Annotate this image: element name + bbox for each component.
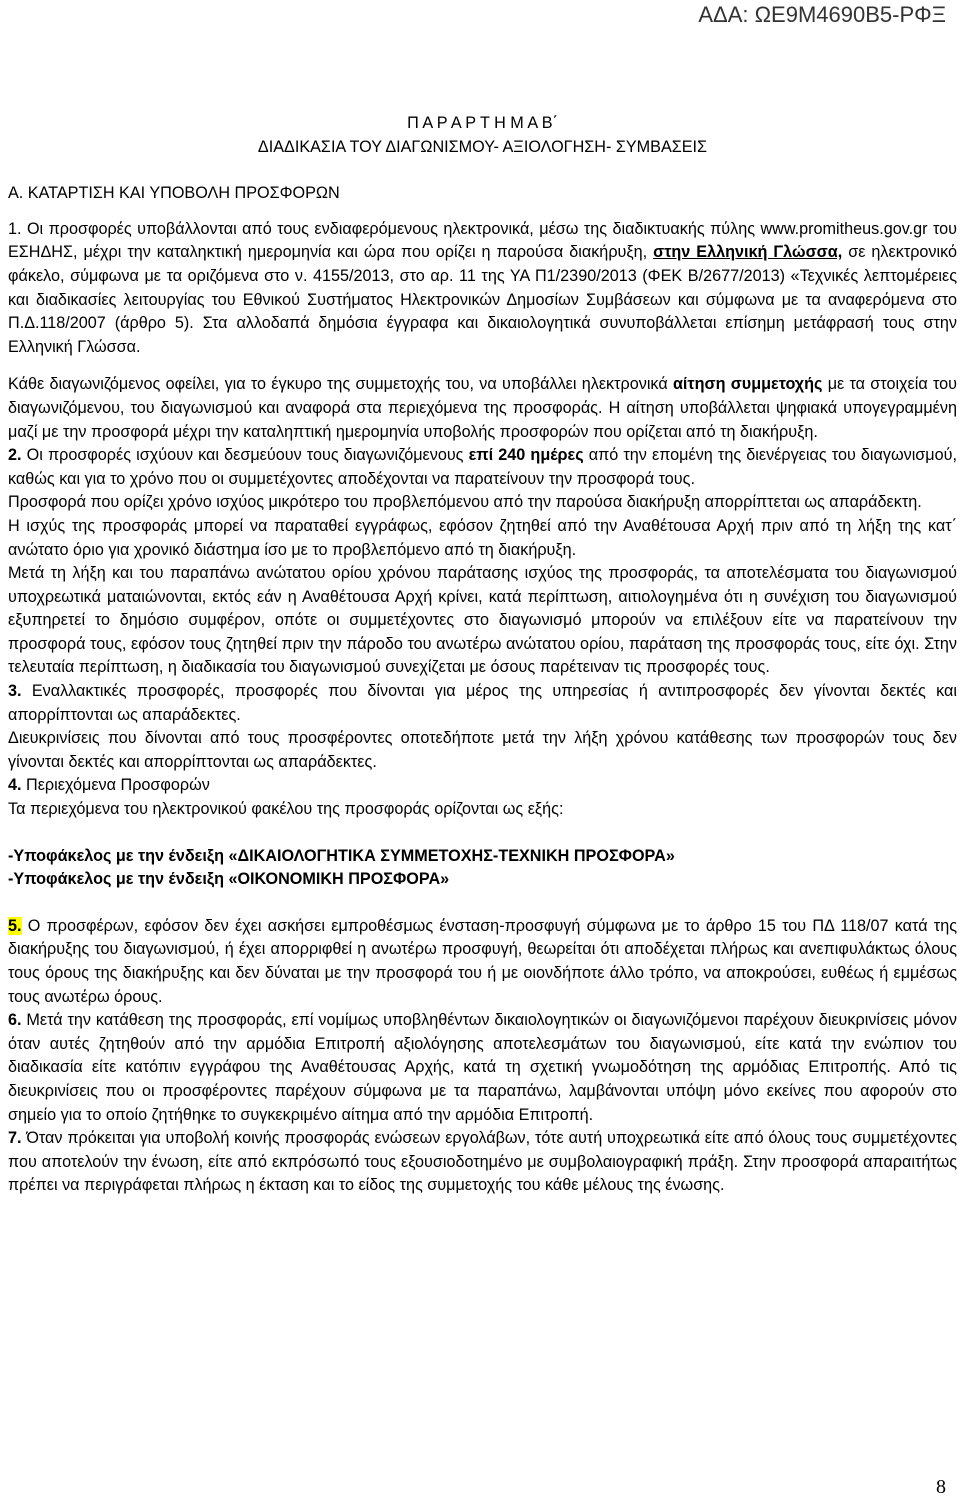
paragraph-6: 6. Μετά την κατάθεση της προσφοράς, επί νομίμως υποβληθέντων δικαιολογητικών οι διαγωνιζόμενοι παρέχουν διευκρινίσεις μόνον όταν αυτές ζητηθούν από την αρμόδια Επιτροπή αξιολόγησης αποτελεσμάτων του διαγωνισμού, είτε κατά την ενώπιον του διαδικασία είτε κατόπιν εγγράφου της Αναθέτουσας Αρχής, κατά τη σχετική γνωμοδότηση της αρμόδιας Επιτροπής. Από τις διευκρινίσεις που οι προσφέροντες παρέχουν σύμφωνα με τα παραπάνω, λαμβάνονται υπόψη μόνο εκείνες που αφορούν στο σημείο για το οποίο ζητήθηκε το συγκεκριμένο αίτημα από την αρμόδια Επιτροπή.	[8, 1011, 957, 1124]
page-number: 8	[936, 1476, 946, 1498]
paragraph-3b: Διευκρινίσεις που δίνονται από τους προσφέροντες οποτεδήποτε μετά την λήξη χρόνου κατάθεσης των προσφορών τους δεν γίνονται δεκτές και απορρίπτονται ως απαράδεκτες.	[8, 729, 957, 771]
ada-code: ΑΔΑ: ΩΕ9Μ4690Β5-ΡΦΞ	[698, 2, 946, 27]
paragraph-1b: Κάθε διαγωνιζόμενος οφείλει, για το έγκυρο της συμμετοχής του, να υποβάλλει ηλεκτρονικά αίτηση συμμετοχής με τα στοιχεία του διαγωνιζόμενου, του διαγωνισμού και αναφορά στα περιεχόμενα της προσφοράς. Η αίτηση υποβάλλεται ψηφιακά υπογεγραμμένη μαζί με την προσφορά μέχρι την καταληπτική ημερομηνία υποβολής προσφορών που ορίζεται από τη διακήρυξη.	[8, 375, 957, 441]
paragraph-4b: Τα περιεχόμενα του ηλεκτρονικού φακέλου της προσφοράς ορίζονται ως εξής:	[8, 800, 564, 819]
paragraph-2c: Η ισχύς της προσφοράς μπορεί να παραταθεί εγγράφως, εφόσον ζητηθεί από την Αναθέτουσα Αρχή πριν από τη λήξη της κατ΄ ανώτατο όριο για χρονικό διάστημα ίσο με το προβλεπόμενο από τη διακήρυξη.	[8, 516, 957, 559]
subfolder-1: -Υποφάκελος με την ένδειξη «ΔΙΚΑΙΟΛΟΓΗΤΙΚΑ ΣΥΜΜΕΤΟΧΗΣ-ΤΕΧΝΙΚΗ ΠΡΟΣΦΟΡΑ»	[8, 846, 675, 865]
paragraph-7: 7. Όταν πρόκειται για υποβολή κοινής προσφοράς ενώσεων εργολάβων, τότε αυτή υποχρεωτικά είτε από όλους τους συμμετέχοντες που αποτελούν την ένωση, είτε από εκπρόσωπό τους εξουσιοδοτημένο με συμβολαιογραφική πράξη. Στην προσφορά απαραιτήτως πρέπει να περιγράφεται πλήρως η έκταση και το είδος της συμμετοχής του κάθε μέλους της ένωσης.	[8, 1129, 957, 1195]
annex-title: Π Α Ρ Α Ρ Τ Η Μ Α Β΄	[407, 114, 558, 132]
paragraph-1: 1. Οι προσφορές υποβάλλονται από τους ενδιαφερόμενους ηλεκτρονικά, μέσω της διαδικτυακής πύλης www.promitheus.gov.gr του ΕΣΗΔΗΣ, μέχρι την καταληκτική ημερομηνία και ώρα που ορίζει η παρούσα διακήρυξη, στην Ελληνική Γλώσσα, σε ηλεκτρονικό φάκελο, σύμφωνα με τα οριζόμενα στο ν. 4155/2013, στο αρ. 11 της ΥΑ Π1/2390/2013 (ΦΕΚ Β/2677/2013) «Τεχνικές λεπτομέρειες και διαδικασίες λειτουργίας του Εθνικού Συστήματος Ηλεκτρονικών Δημοσίων Συμβάσεων και σύμφωνα με τα αναφερόμενα στο Π.Δ.118/2007 (άρθρο 5). Στα αλλοδαπά δημόσια έγγραφα και δικαιολογητικά συνυποβάλλεται επίσημη μετάφρασή τους στην Ελληνική Γλώσσα.	[8, 219, 958, 356]
paragraph-5: 5. Ο προσφέρων, εφόσον δεν έχει ασκήσει εμπροθέσμως ένσταση-προσφυγή σύμφωνα με το άρθρο 15 του ΠΔ 118/07 κατά της διακήρυξης του διαγωνισμού, ή έχει απορριφθεί η ανωτέρω προσφυγή, θεωρείται ότι αποδέχεται πλήρως και ανεπιφυλάκτως όλους τους όρους της διακήρυξης και δεν δύναται με την προσφορά του ή με οιονδήποτε άλλο τρόπο, να αποκρούσει, ευθέως ή εμμέσως τους ανωτέρω όρους.	[8, 916, 957, 1006]
paragraph-2d: Μετά τη λήξη και του παραπάνω ανώτατου ορίου χρόνου παράτασης ισχύος της προσφοράς, τα αποτελέσματα του διαγωνισμού υποχρεωτικά ματαιώνονται, εκτός εάν η Αναθέτουσα Αρχή κρίνει, κατά περίπτωση, αιτιολογημένα ότι η συνέχιση του διαγωνισμού εξυπηρετεί το δημόσιο συμφέρον, οπότε οι συμμετέχοντες στο διαγωνισμό μπορούν να επιλέξουν είτε να παρατείνουν την προσφορά τους, εφόσον τους ζητηθεί πριν την πάροδο του ανωτέρω ανώτατου ορίου, παράταση της προσφοράς τους, είτε όχι. Στην τελευταία περίπτωση, η διαδικασία του διαγωνισμού συνεχίζεται με όσους παρέτειναν τις προσφορές τους.	[8, 564, 957, 677]
paragraph-2: 2. Οι προσφορές ισχύουν και δεσμεύουν τους διαγωνιζόμενους επί 240 ημέρες από την επομένη της διενέργειας του διαγωνισμού, καθώς και για το χρόνο που οι συμμετέχοντες αποδέχονται να παρατείνουν την προσφορά τους.	[8, 446, 957, 488]
promitheus-link[interactable]: www.promitheus.gov.gr	[760, 219, 928, 238]
document-body	[8, 112, 957, 1198]
annex-subtitle: ΔΙΑΔΙΚΑΣΙΑ ΤΟΥ ΔΙΑΓΩΝΙΣΜΟΥ- ΑΞΙΟΛΟΓΗΣΗ- ΣΥΜΒΑΣΕΙΣ	[257, 137, 708, 156]
section-a-heading: Α. ΚΑΤΑΡΤΙΣΗ ΚΑΙ ΥΠΟΒΟΛΗ ΠΡΟΣΦΟΡΩΝ	[8, 184, 340, 203]
paragraph-3: 3. Εναλλακτικές προσφορές, προσφορές που δίνονται για μέρος της υπηρεσίας ή αντιπροσφορές δεν γίνονται δεκτές και απορρίπτονται ως απαράδεκτες.	[8, 682, 957, 724]
subfolder-2: -Υποφάκελος με την ένδειξη «ΟΙΚΟΝΟΜΙΚΗ ΠΡΟΣΦΟΡΑ»	[8, 870, 450, 889]
paragraph-4: 4. Περιεχόμενα Προσφορών	[8, 776, 210, 795]
paragraph-2b: Προσφορά που ορίζει χρόνο ισχύος μικρότερο του προβλεπόμενου από την παρούσα διακήρυξη απορρίπτεται ως απαράδεκτη.	[8, 493, 922, 512]
